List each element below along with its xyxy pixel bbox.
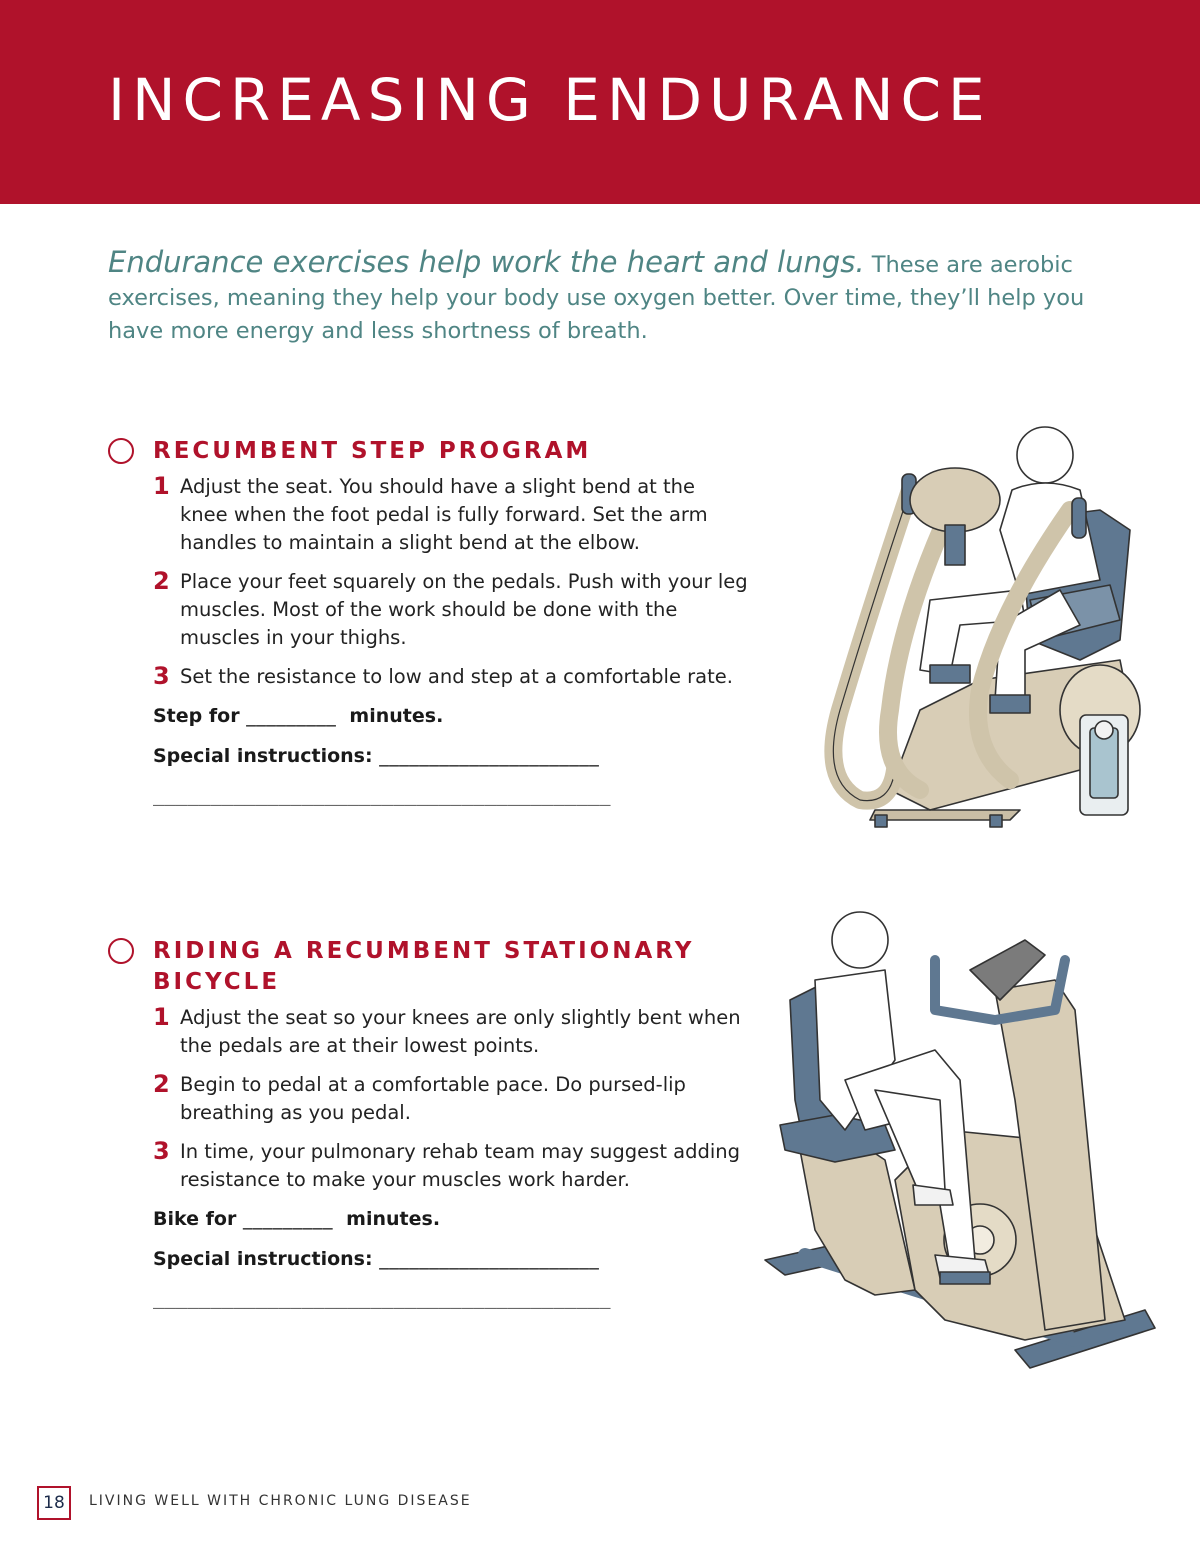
intro-lead: Endurance exercises help work the heart and lungs.: [108, 245, 865, 279]
section-title: RIDING A RECUMBENT STATIONARY BICYCLE: [153, 938, 695, 995]
section-header: [108, 936, 748, 998]
special-blank[interactable]: ______________________: [379, 1248, 600, 1270]
step-number: 2: [153, 1070, 170, 1098]
section-recumbent-step: [108, 436, 748, 806]
recumbent-bicycle-illustration: [745, 900, 1165, 1380]
step-text: Set the resistance to low and step at a comfortable rate.: [180, 665, 733, 688]
checkbox-circle[interactable]: [108, 938, 134, 964]
page-number: 18: [37, 1486, 71, 1520]
step-number: 3: [153, 1137, 170, 1165]
step-text: In time, your pulmonary rehab team may suggest adding resistance to make your muscles work harder.: [180, 1140, 741, 1191]
recumbent-stepper-illustration: [780, 410, 1170, 850]
duration-suffix: minutes.: [349, 705, 444, 727]
special-instructions-field[interactable]: [108, 742, 748, 770]
step-number: 1: [153, 472, 170, 500]
duration-prefix: Bike for: [153, 1208, 237, 1230]
section-title: RECUMBENT STEP PROGRAM: [153, 438, 592, 464]
special-extra-line[interactable]: ________________________________________: [153, 784, 611, 806]
duration-field[interactable]: [108, 1205, 748, 1233]
step-item: [153, 1071, 748, 1127]
special-instructions-field[interactable]: [108, 1245, 748, 1273]
step-item: [153, 663, 748, 691]
step-number: 2: [153, 567, 170, 595]
duration-suffix: minutes.: [346, 1208, 441, 1230]
step-text: Begin to pedal at a comfortable pace. Do pursed-lip breathing as you pedal.: [180, 1073, 686, 1124]
special-label: Special instructions:: [153, 1248, 373, 1270]
page-header: [0, 0, 1200, 204]
step-list: [108, 473, 748, 691]
section-header: [108, 436, 748, 467]
step-item: [153, 568, 748, 652]
step-number: 1: [153, 1003, 170, 1031]
duration-field[interactable]: [108, 702, 748, 730]
section-recumbent-bicycle: [108, 936, 748, 1309]
duration-prefix: Step for: [153, 705, 240, 727]
special-label: Special instructions:: [153, 745, 373, 767]
intro-paragraph: [108, 246, 1098, 348]
step-item: [153, 1138, 748, 1194]
duration-blank[interactable]: _________: [242, 1208, 333, 1230]
intro-body: These are aerobic exercises, meaning they help your body use oxygen better. Over time, they’ll help you have more energy and less shortness of breath.: [108, 252, 1085, 344]
step-item: [153, 1004, 748, 1060]
duration-blank[interactable]: _________: [246, 705, 337, 727]
step-item: [153, 473, 748, 557]
footer-title: LIVING WELL WITH CHRONIC LUNG DISEASE: [89, 1493, 472, 1509]
special-extra-line[interactable]: ________________________________________: [153, 1287, 611, 1309]
page-title: INCREASING ENDURANCE: [108, 66, 992, 134]
step-number: 3: [153, 662, 170, 690]
step-list: [108, 1004, 748, 1194]
step-text: Adjust the seat so your knees are only slightly bent when the pedals are at their lowest points.: [180, 1006, 741, 1057]
special-blank[interactable]: ______________________: [379, 745, 600, 767]
checkbox-circle[interactable]: [108, 438, 134, 464]
step-text: Adjust the seat. You should have a slight bend at the knee when the foot pedal is fully forward. Set the arm handles to maintain a slight bend at the elbow.: [180, 475, 708, 554]
step-text: Place your feet squarely on the pedals. Push with your leg muscles. Most of the work should be done with the muscles in your thighs.: [180, 570, 748, 649]
